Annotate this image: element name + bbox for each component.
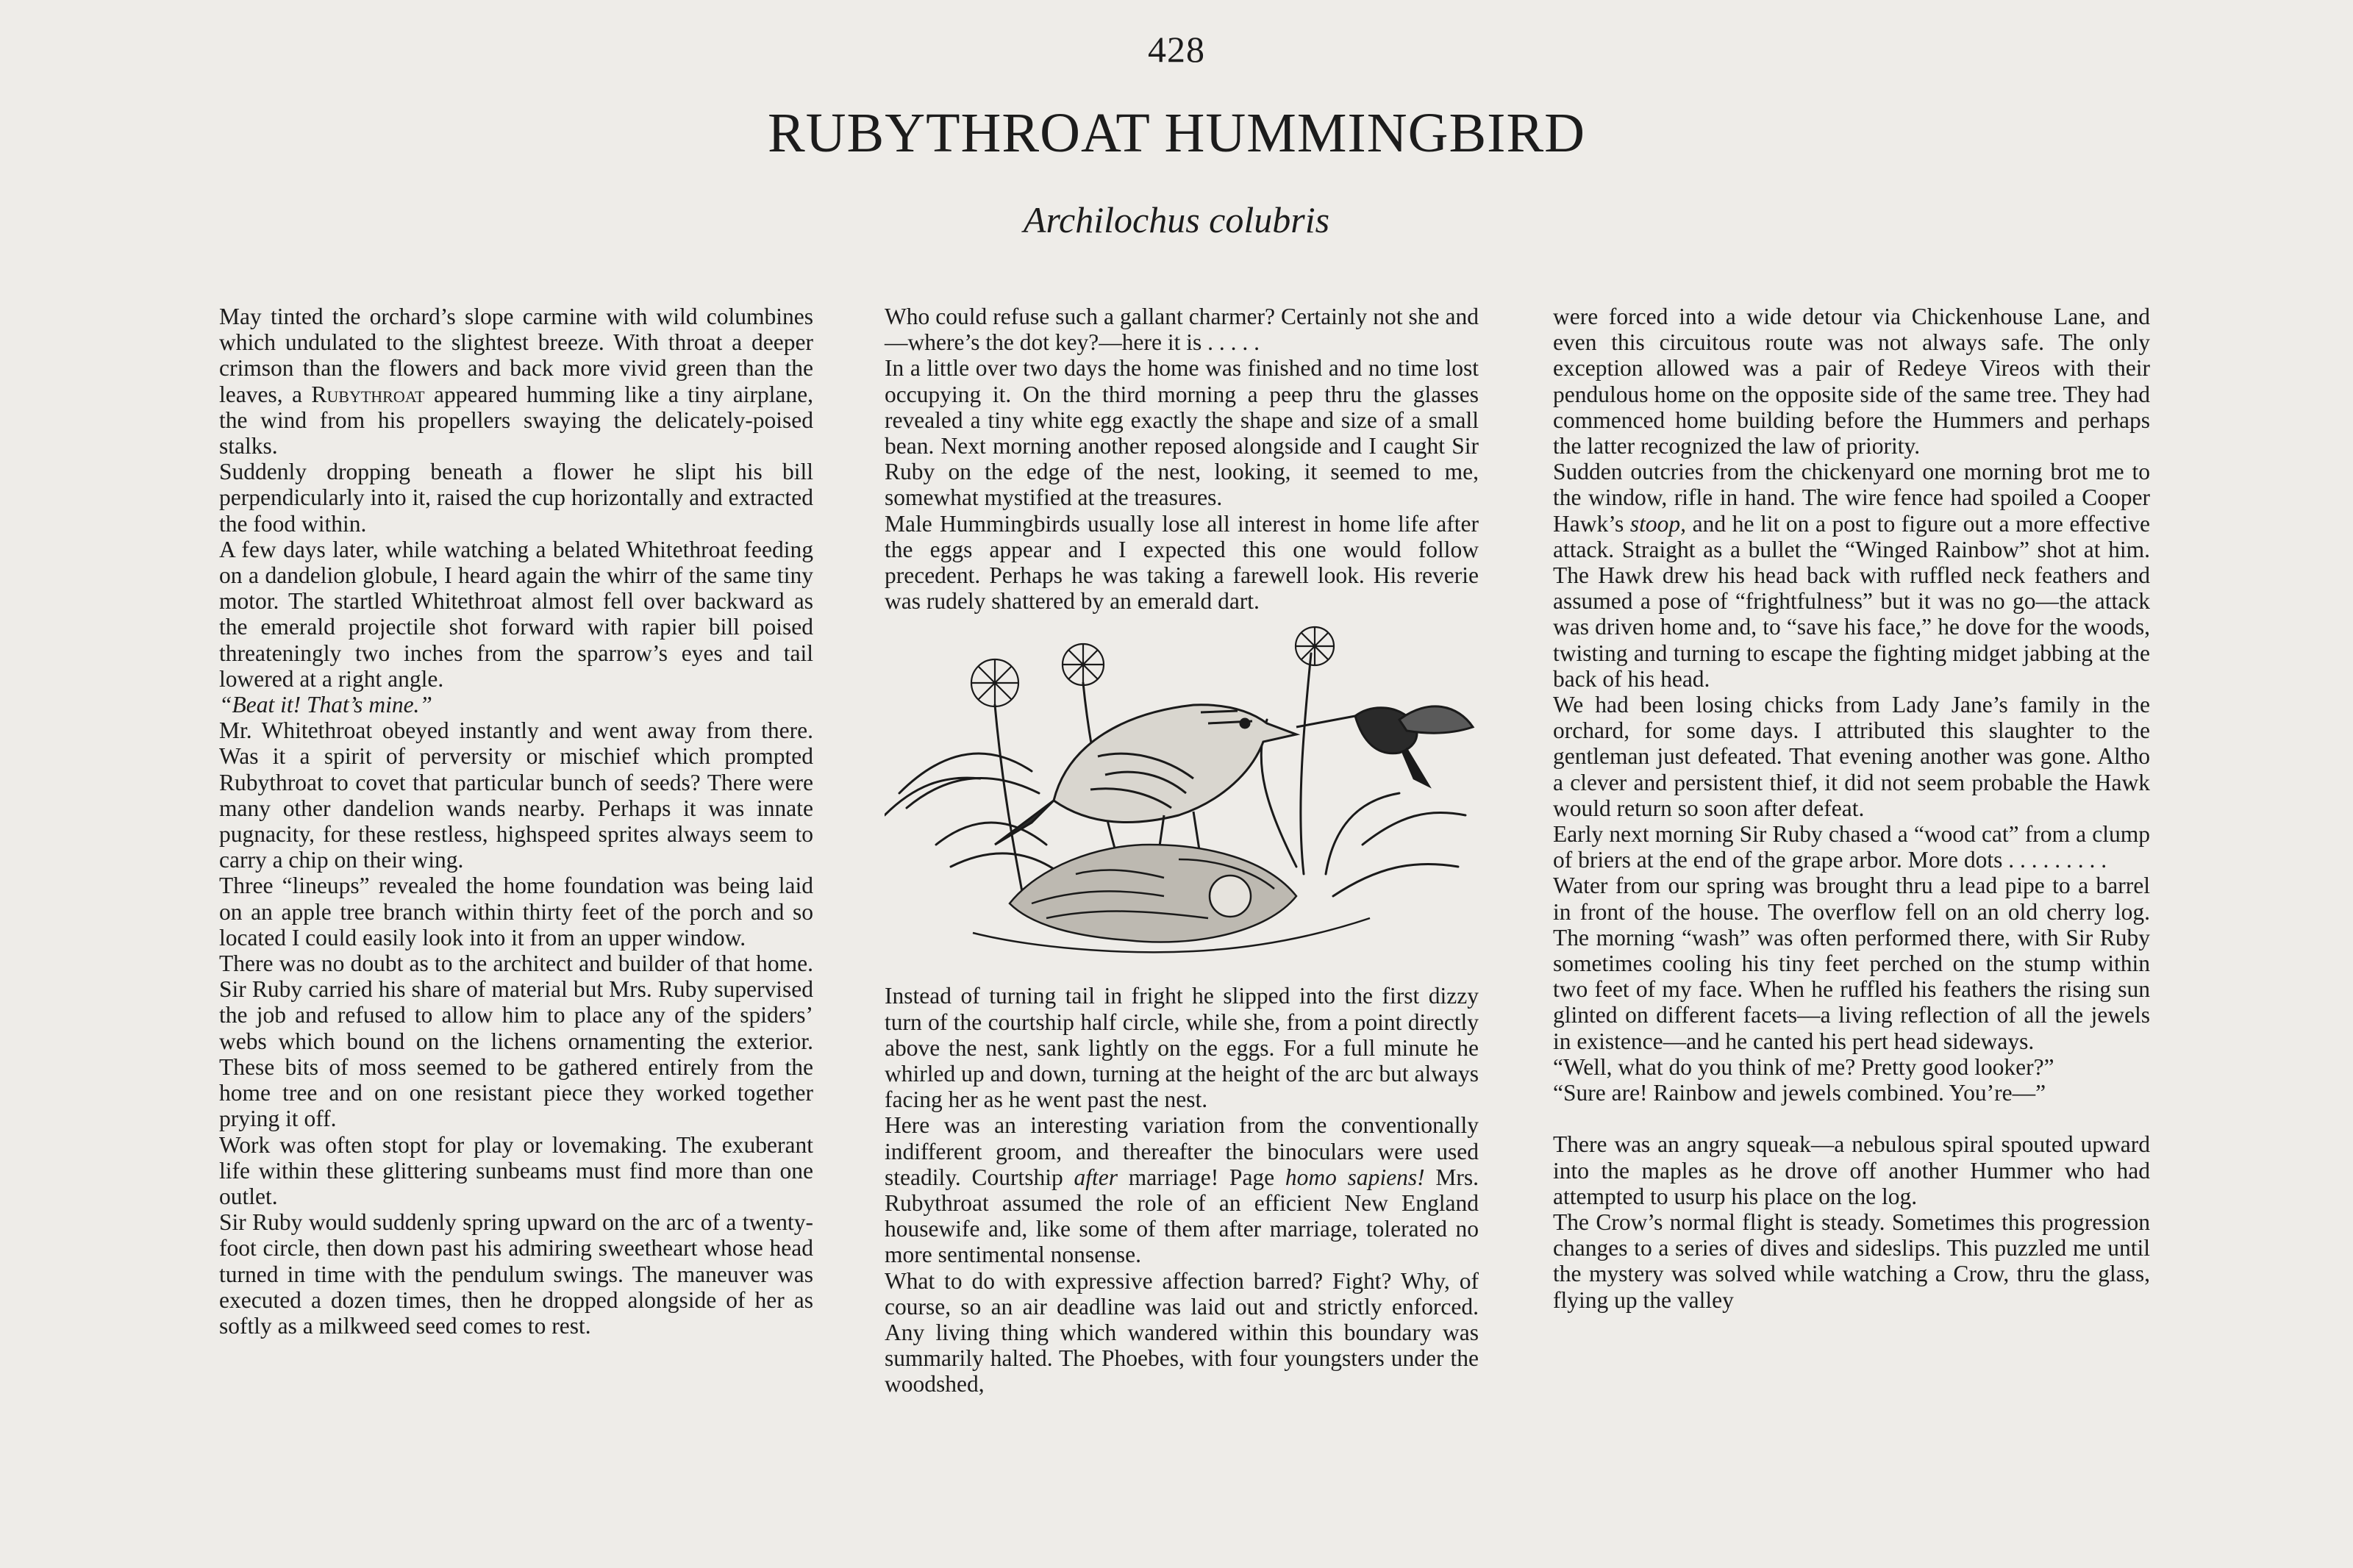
section-gap (1553, 1106, 2150, 1131)
paragraph: Instead of turning tail in fright he slipped into the first dizzy turn of the courtship half circle, while she, from a point directly above the nest, sank lightly on the eggs. For a full minute he whirled up and down, turning at the height of the arc but always facing her as he went past the nest. (885, 983, 1479, 1113)
dandelion-stem (1301, 654, 1311, 874)
paragraph: Who could refuse such a gallant charmer? Certainly not she and—where’s the dot key?—here it is . . . . . (885, 304, 1479, 356)
page-number: 428 (1148, 29, 1205, 70)
paragraph: The Crow’s normal flight is steady. Sometimes this progression changes to a series of dives and sideslips. This puzzled me until the mystery was solved while watching a Crow, thru the glass, flying up the valley (1553, 1209, 2150, 1313)
dandelion-stem (995, 705, 1024, 903)
bird-illustration (885, 624, 1479, 970)
sparrow-and-hummingbird-drawing (885, 624, 1479, 970)
paragraph: Three “lineups” revealed the home foundation was being laid on an apple tree branch within thirty feet of the porch and so located I could easily look into it from an upper window. (219, 873, 813, 951)
paragraph: Sir Ruby would suddenly spring upward on the arc of a twenty-foot circle, then down past his admiring sweetheart whose head turned in time with the pendulum swings. The maneuver was executed a dozen times, then he dropped alongside of her as softly as a milkweed seed comes to rest. (219, 1209, 813, 1339)
hummingbird-wing (1399, 706, 1473, 733)
paragraph: May tinted the orchard’s slope carmine with wild columbines which undulated to the slightest breeze. With throat a deeper crimson than the flowers and back more vivid green than the leaves, a Rubythroat appeared humming like a tiny airplane, the wind from his propellers swaying the delicately-poised stalks. (219, 304, 814, 459)
paragraph: Water from our spring was brought thru a lead pipe to a barrel in front of the house. The overflow fell on an old cherry log. The morning “wash” was often performed there, with Sir Ruby sometimes cooling his tiny feet perched on the stump within two feet of my face. When he ruffled his feathers the rising sun glinted on different facets—a living reflection of all the jewels in existence—and he canted his pert head sideways. (1553, 873, 2150, 1054)
paragraph: Mr. Whitethroat obeyed instantly and went away from there. Was it a spirit of perversity or mischief which prompted Rubythroat to covet that particular bunch of seeds? There were many other dandelion wands nearby. Perhaps it was innate pugnacity, for these restless, highspeed sprites always seem to carry a chip on their wing. (219, 717, 813, 873)
sparrow-body (1054, 705, 1296, 823)
paragraph: There was no doubt as to the architect and builder of that home. Sir Ruby carried his share of material but Mrs. Ruby supervised the job and refused to allow him to place any of the spiders’ webs which bound on the lichens ornamenting the exterior. These bits of moss seemed to be gathered entirely from the home tree and on one resistant piece they worked together prying it off. (219, 951, 813, 1132)
paragraph-quote: “Well, what do you think of me? Pretty good looker?” (1553, 1053, 2054, 1080)
ground-mound (1010, 845, 1296, 942)
paragraph: We had been losing chicks from Lady Jane’s family in the orchard, for some days. I attributed this slaughter to the gentleman just defeated. That evening another was gone. Altho a clever and persistent thief, it did not seem probable the Hawk would return so soon after defeat. (1553, 692, 2150, 821)
dandelion-globe (1210, 876, 1251, 917)
paragraph: Male Hummingbirds usually lose all interest in home life after the eggs appear and I expected this one would follow precedent. Perhaps he was taking a farewell look. His reverie was rudely shattered by an emerald dart. (885, 510, 1479, 615)
paragraph: Here was an interesting variation from the conventionally indifferent groom, and thereafter the binoculars were used steadily. Courtship after marriage! Page homo sapiens! Mrs. Rubythroat assumed the role of an efficient New England housewife and, like some of them after marriage, tolerated no more sentimental nonsense. (885, 1112, 1479, 1268)
paragraph: What to do with expressive affection barred? Fight? Why, of course, so an air deadline was laid out and strictly enforced. Any living thing which wandered within this boundary was summarily halted. The Phoebes, with four youngsters under the woodshed, (885, 1267, 1479, 1397)
paragraph-quote: “Sure are! Rainbow and jewels combined. You’re—” (1553, 1080, 2046, 1106)
text-column-left (219, 304, 813, 1339)
paragraph: were forced into a wide detour via Chickenhouse Lane, and even this circuitous route was not always safe. The only exception allowed was a pair of Redeye Vireos with their pendulous home on the opposite side of the same tree. They had commenced home building before the Hummers and perhaps the latter recognized the law of priority. (1553, 304, 2150, 459)
page-title: RUBYTHROAT HUMMINGBIRD (767, 102, 1586, 164)
text-column-middle (885, 304, 1479, 1397)
paragraph: Suddenly dropping beneath a flower he slipt his bill perpendicularly into it, raised the cup horizontally and extracted the food within. (219, 459, 813, 537)
scientific-name: Archilochus colubris (1023, 199, 1330, 240)
paragraph-quote: “Beat it! That’s mine.” (219, 692, 432, 718)
text-column-right (1553, 304, 2150, 1313)
paragraph: Work was often stopt for play or lovemaking. The exuberant life within these glittering sunbeams must find more than one outlet. (219, 1131, 813, 1209)
paragraph: Sudden outcries from the chickenyard one morning brot me to the window, rifle in hand. The wire fence had spoiled a Cooper Hawk’s stoop, and he lit on a post to figure out a more effective attack. Straight as a bullet the “Winged Rainbow” shot at him. The Hawk drew his head back with ruffled neck feathers and assumed a pose of “frightfulness” but it was no go—the attack was driven home and, to “save his face,” he dove for the woods, twisting and turning to escape the fighting midget jabbing at the back of his head. (1553, 459, 2151, 692)
paragraph: In a little over two days the home was finished and no time lost occupying it. On the third morning a peep thru the glasses revealed a tiny white egg exactly the shape and size of a small bean. Next morning another reposed alongside and I caught Sir Ruby on the edge of the nest, looking, it seemed to me, somewhat mystified at the treasures. (885, 355, 1479, 511)
paragraph: There was an angry squeak—a nebulous spiral spouted upward into the maples as he drove off another Hummer who had attempted to usurp his place on the log. (1553, 1131, 2150, 1209)
paragraph: A few days later, while watching a belated Whitethroat feeding on a dandelion globule, I heard again the whirr of the same tiny motor. The startled Whitethroat almost fell over backward as the emerald projectile shot forward with rapier bill poised threateningly two inches from the sparrow’s eyes and tail lowered at a right angle. (219, 536, 813, 692)
paragraph: Early next morning Sir Ruby chased a “wood cat” from a clump of briers at the end of the grape arbor. More dots . . . . . . . . . (1553, 821, 2150, 873)
